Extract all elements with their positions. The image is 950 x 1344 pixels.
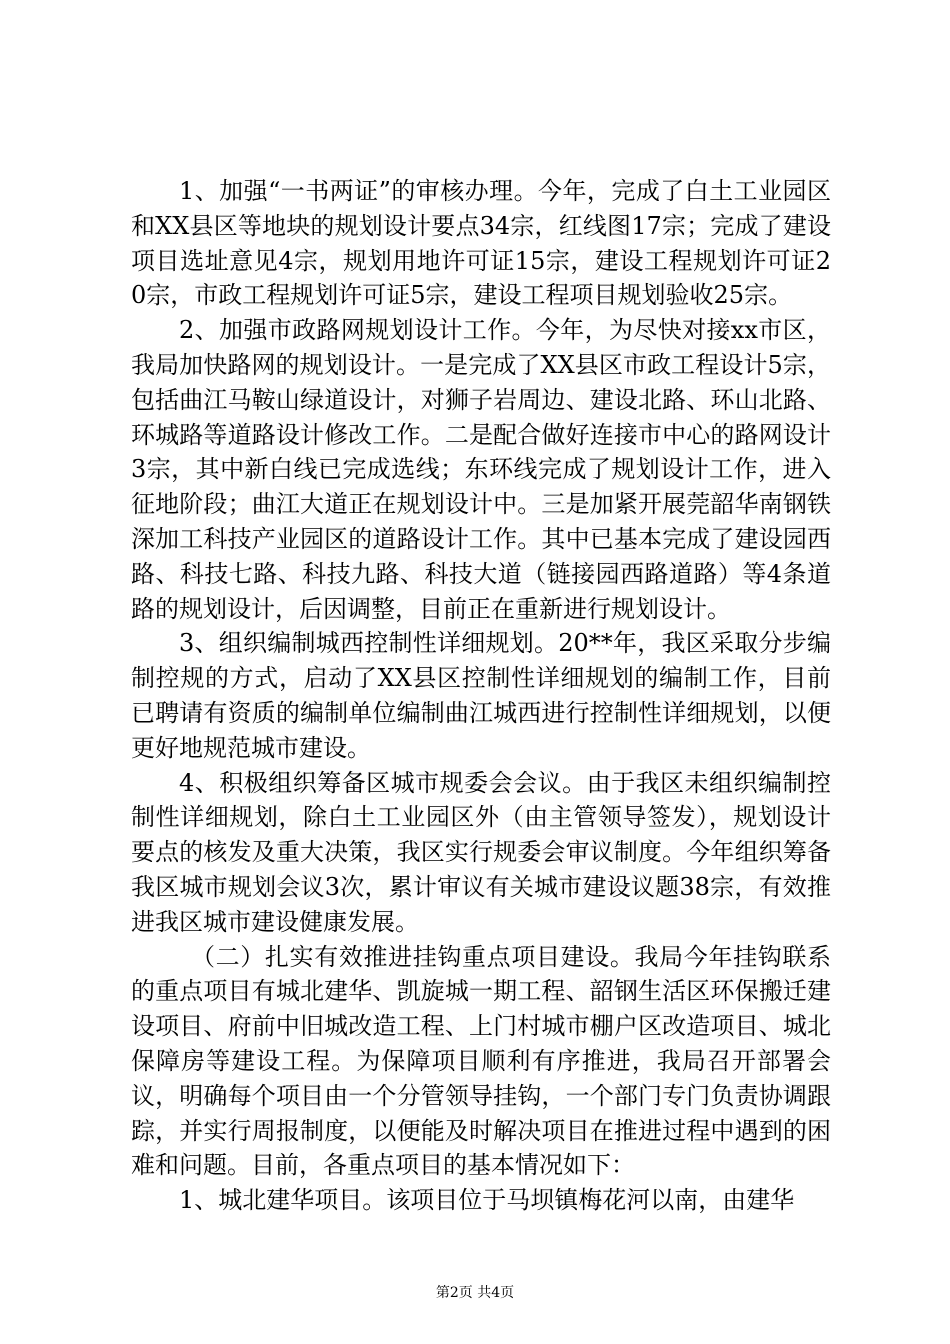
paragraph-3: 3、组织编制城西控制性详细规划。20**年，我区采取分步编制控规的方式，启动了XX县区控制性详细规划的编制工作，目前已聘请有资质的编制单位编制曲江城西进行控制性详细规划，以便更好地规范城市建设。 xyxy=(131,629,831,762)
paragraph-2: 2、加强市政路网规划设计工作。今年，为尽快对接xx市区，我局加快路网的规划设计。一是完成了XX县区市政工程设计5宗，包括曲江马鞍山绿道设计，对狮子岩周边、建设北路、环山北路、环城路等道路设计修改工作。二是配合做好连接市中心的路网设计3宗，其中新白线已完成选线；东环线完成了规划设计工作，进入征地阶段；曲江大道正在规划设计中。三是加紧开展莞韶华南钢铁深加工科技产业园区的道路设计工作。其中已基本完成了建设园西路、科技七路、科技九路、科技大道（链接园西路道路）等4条道路的规划设计，后因调整，目前正在重新进行规划设计。 xyxy=(131,316,831,623)
page-number-footer: 第2页 共4页 xyxy=(435,1285,515,1301)
paragraph-4: 4、积极组织筹备区城市规委会会议。由于我区未组织编制控制性详细规划，除白土工业园区外（由主管领导签发），规划设计要点的核发及重大决策，我区实行规委会审议制度。今年组织筹备我区城市规划会议3次，累计审议有关城市建设议题38宗，有效推进我区城市建设健康发展。 xyxy=(131,768,831,936)
paragraph-6: 1、城北建华项目。该项目位于马坝镇梅花河以南，由建华 xyxy=(179,1186,795,1215)
paragraph-1: 1、加强“一书两证”的审核办理。今年，完成了白土工业园区和XX县区等地块的规划设计要点34宗，红线图17宗；完成了建设项目选址意见4宗，规划用地许可证15宗，建设工程规划许可证20宗，市政工程规划许可证5宗，建设工程项目规划验收25宗。 xyxy=(131,177,831,310)
document-body xyxy=(131,174,831,1218)
paragraph-5: （二）扎实有效推进挂钩重点项目建设。我局今年挂钩联系的重点项目有城北建华、凯旋城一期工程、韶钢生活区环保搬迁建设项目、府前中旧城改造工程、上门村城市棚户区改造项目、城北保障房等建设工程。为保障项目顺利有序推进，我局召开部署会议，明确每个项目由一个分管领导挂钩，一个部门专门负责协调跟踪，并实行周报制度，以便能及时解决项目在推进过程中遇到的困难和问题。目前，各重点项目的基本情况如下： xyxy=(131,942,831,1180)
